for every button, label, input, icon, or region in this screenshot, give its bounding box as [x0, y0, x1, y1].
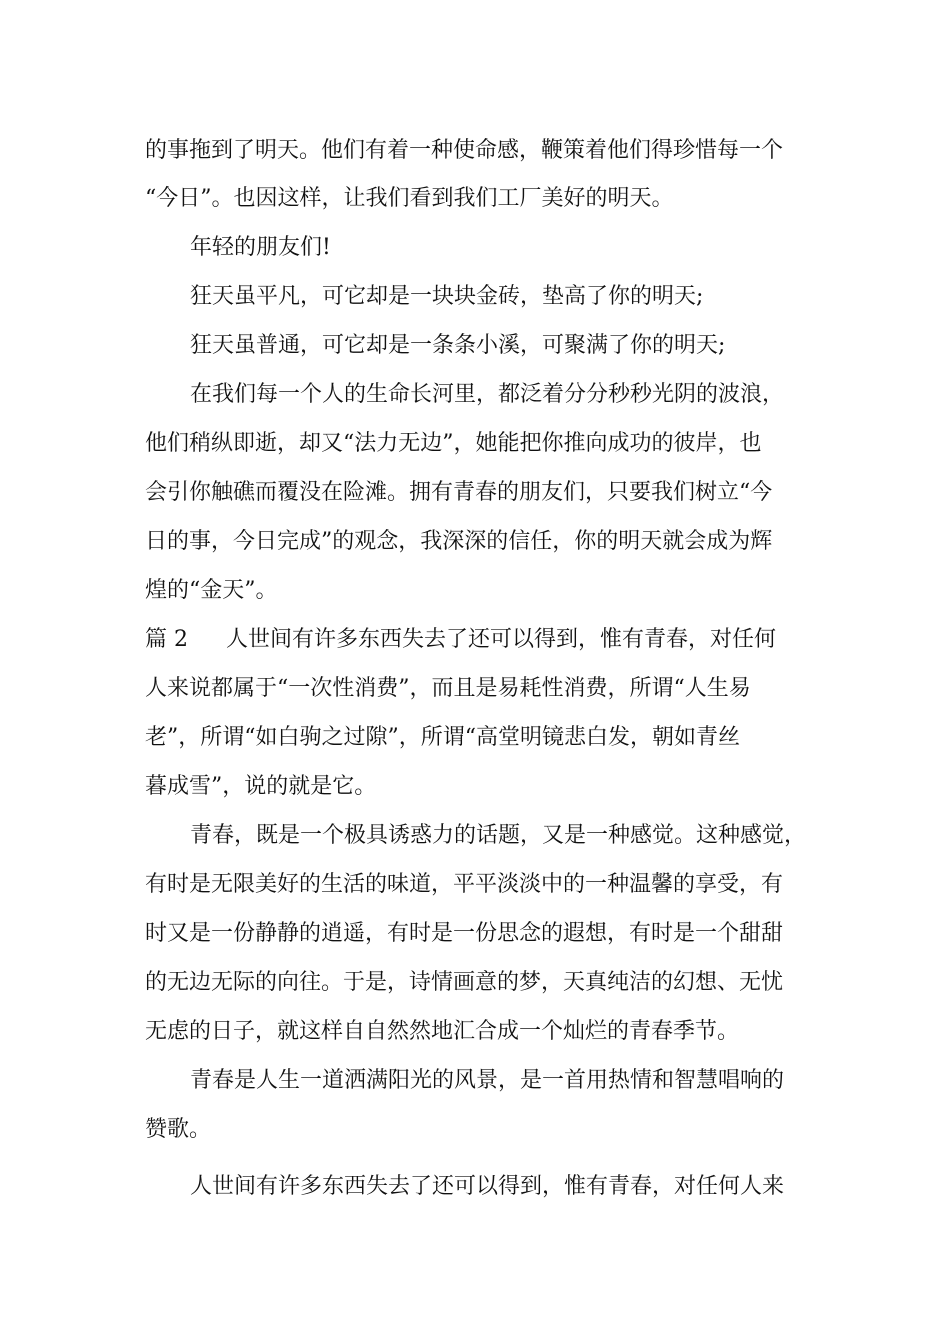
text-line: 的无边无际的向往。于是，诗情画意的梦，天真纯洁的幻想、无忧 — [145, 970, 784, 995]
section-line — [145, 625, 776, 655]
text-line: 煌的“金天”。 — [145, 578, 278, 603]
paragraph-line: 在我们每一个人的生命长河里，都泛着分分秒秒光阴的波浪， — [190, 382, 785, 407]
text-line: 赞歌。 — [145, 1117, 212, 1142]
paragraph-line: 狂天虽普通，可它却是一条条小溪，可聚满了你的明天; — [190, 333, 726, 358]
paragraph-line: 狂天虽平凡，可它却是一块块金砖，垫高了你的明天; — [190, 284, 704, 309]
text-line: 时又是一份静静的逍遥，有时是一份思念的遐想，有时是一个甜甜 — [145, 921, 784, 946]
text-line: 无虑的日子，就这样自自然然地汇合成一个灿烂的青春季节。 — [145, 1019, 740, 1044]
paragraph-line: 青春是人生一道洒满阳光的风景，是一首用热情和智慧唱响的 — [190, 1068, 785, 1093]
text-line: 有时是无限美好的生活的味道，平平淡淡中的一种温馨的享受，有 — [145, 872, 784, 897]
paragraph-line: 人世间有许多东西失去了还可以得到，惟有青春，对任何人来 — [190, 1174, 785, 1199]
text-line: 会引你触礁而覆没在险滩。拥有青春的朋友们，只要我们树立“今 — [145, 480, 773, 505]
text-line: “今日”。也因这样，让我们看到我们工厂美好的明天。 — [145, 186, 674, 211]
text-line: 老”，所谓“如白驹之过隙”，所谓“高堂明镜悲白发，朝如青丝 — [145, 725, 740, 750]
section-first-text: 人世间有许多东西失去了还可以得到，惟有青春，对任何 — [226, 627, 777, 652]
section-label: 篇 2 — [145, 627, 188, 652]
text-line: 日的事，今日完成”的观念，我深深的信任，你的明天就会成为辉 — [145, 529, 773, 554]
text-line: 暮成雪”，说的就是它。 — [145, 774, 377, 799]
paragraph-line: 年轻的朋友们! — [190, 235, 331, 260]
paragraph-line: 青春，既是一个极具诱惑力的话题，又是一种感觉。这种感觉， — [190, 823, 807, 848]
text-line: 的事拖到了明天。他们有着一种使命感，鞭策着他们得珍惜每一个 — [145, 138, 784, 163]
text-line: 人来说都属于“一次性消费”，而且是易耗性消费，所谓“人生易 — [145, 676, 751, 701]
text-line: 他们稍纵即逝，却又“法力无边”，她能把你推向成功的彼岸，也 — [145, 431, 762, 456]
